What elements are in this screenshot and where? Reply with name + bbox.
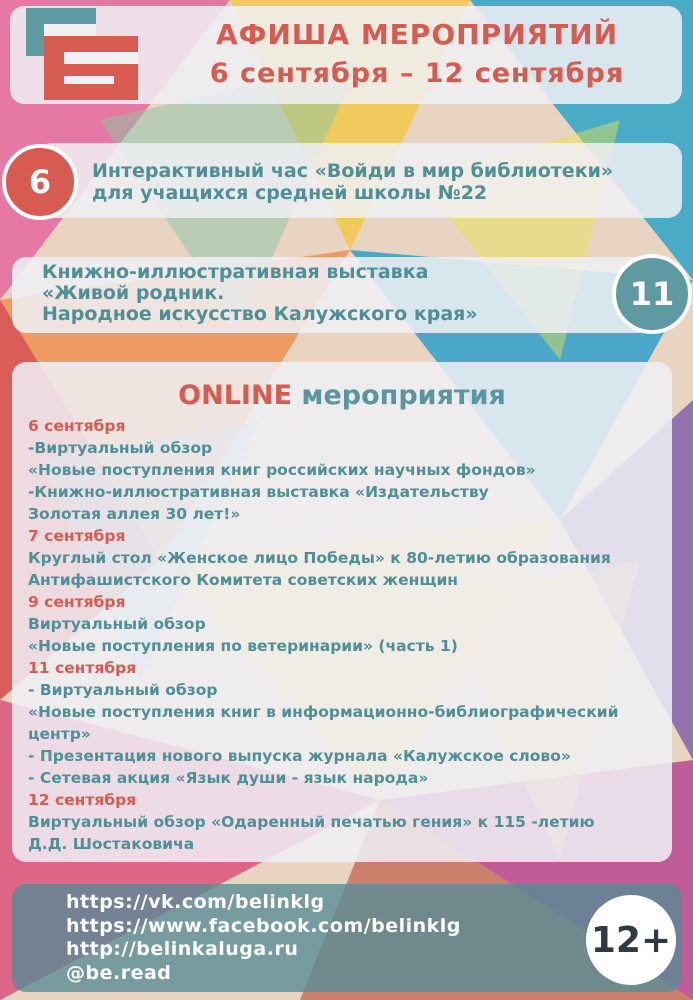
event-text-2 [42, 262, 602, 325]
event-day-1: 6 [28, 163, 52, 201]
event-2-line-3: Народное искусство Калужского края» [42, 303, 478, 325]
online-event-line: -Книжно-иллюстративная выставка «Издательству [28, 483, 489, 501]
event-2-line-1: Книжно-иллюстративная выставка [42, 261, 429, 283]
online-date-heading: 11 сентября [28, 659, 137, 677]
event-day-circle-1 [2, 144, 78, 220]
poster-dates: 6 сентября – 12 сентября [209, 58, 625, 89]
online-date-heading: 7 сентября [28, 527, 126, 545]
online-event-line: - Презентация нового выпуска журнала «Калужское слово» [28, 747, 571, 765]
online-event-line: Антифашистского Комитета советских женщин [28, 571, 459, 589]
facebook-link[interactable]: https://www.facebook.com/belinklg [66, 914, 461, 937]
library-logo [26, 8, 138, 100]
event-text-1 [92, 160, 677, 204]
online-event-line: «Новые поступления книг в информационно-библиографический [28, 703, 619, 721]
online-event-line: Д.Д. Шостаковича [28, 835, 195, 853]
age-rating-badge [586, 895, 676, 985]
online-event-line: Виртуальный обзор [28, 615, 206, 633]
online-event-line: - Сетевая акция «Язык души - язык народа» [28, 769, 429, 787]
online-event-line: Виртуальный обзор «Одаренный печатью гения» к 115 -летию [28, 813, 595, 831]
online-event-line: -Виртуальный обзор [28, 439, 213, 457]
online-event-line: центр» [28, 725, 91, 743]
vk-link[interactable]: https://vk.com/belinklg [66, 891, 325, 913]
online-event-line: «Новые поступления по ветеринарии» (часть 1) [28, 637, 458, 655]
online-date-heading: 12 сентября [28, 791, 137, 809]
online-event-list [28, 415, 668, 855]
event-day-circle-2 [612, 254, 692, 334]
online-event-line: Круглый стол «Женское лицо Победы» к 80-летию образования [28, 549, 611, 567]
online-title-rest: мероприятия [301, 380, 506, 411]
online-event-line: - Виртуальный обзор [28, 681, 218, 699]
online-event-line: «Новые поступления книг российских научных фондов» [28, 461, 536, 479]
online-title-highlight: ONLINE [178, 380, 293, 411]
links-list [66, 891, 461, 985]
online-date-heading: 9 сентября [28, 593, 126, 611]
event-1-line-2: для учащихся средней школы №22 [92, 182, 488, 204]
event-1-line-1: Интерактивный час «Войди в мир библиотеки» [92, 160, 614, 182]
online-event-line: Золотая аллея 30 лет!» [28, 505, 241, 523]
online-title [12, 380, 672, 411]
website-link[interactable]: http://belinkaluga.ru [66, 938, 299, 960]
event-day-2: 11 [629, 275, 675, 313]
instagram-handle[interactable]: @be.read [66, 961, 172, 984]
online-date-heading: 6 сентября [28, 417, 126, 435]
age-rating: 12+ [590, 919, 672, 961]
event-2-line-2: «Живой родник. [42, 282, 225, 304]
poster-title: АФИША МЕРОПРИЯТИЙ [215, 18, 619, 51]
